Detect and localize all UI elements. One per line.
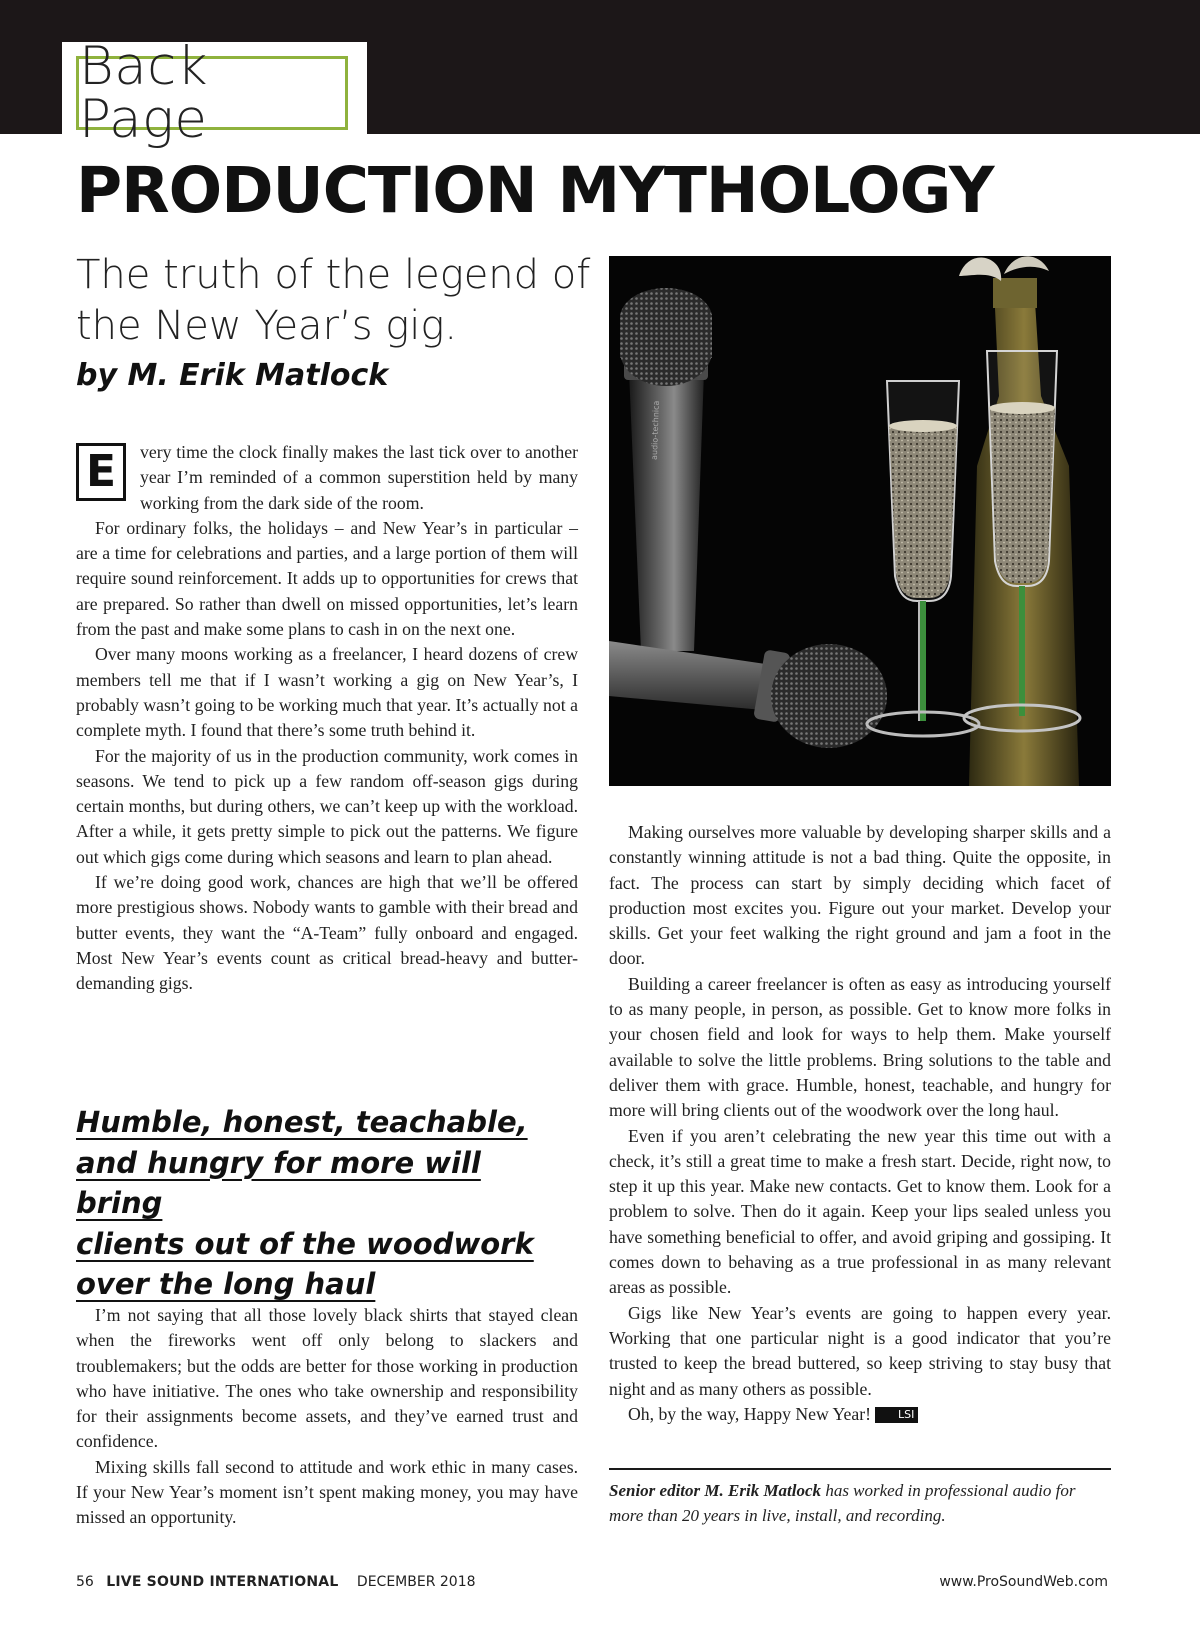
bio-text: has worked in professional audio for more than 20 years in live, install, and recording. (609, 1481, 1076, 1525)
headline: PRODUCTION MYTHOLOGY (76, 154, 994, 227)
end-mark-badge: LSI (875, 1407, 918, 1423)
subtitle-line-1: The truth of the legend of (76, 252, 591, 298)
closing-line: Oh, by the way, Happy New Year! (628, 1403, 871, 1424)
article-column-left-top (76, 440, 578, 997)
article-paragraph: For the majority of us in the production community, work comes in seasons. We tend to pick up a few random off-season gigs during certain months, but during others, we can’t keep up with the workload. After a while, it gets pretty simple to pick out the patterns. We figure out which gigs come during which seasons and learn to plan ahead. (76, 745, 578, 867)
article-paragraph: Over many moons working as a freelancer, I heard dozens of crew members tell me that if I wasn’t working a gig on New Year’s, I probably wasn’t going to be working much that year. It’s actually not a complete myth. I found that there’s some truth behind it. (76, 644, 578, 741)
author-bio (609, 1478, 1111, 1528)
article-paragraph: I’m not saying that all those lovely black shirts that stayed clean when the fireworks went off only belong to slackers and troublemakers; but the odds are better for those working in production who have initiative. The ones who take ownership and responsibility for their assignments become assets, and they’ve earned trust and confidence. (76, 1305, 578, 1452)
article-paragraph: If we’re doing good work, chances are high that we’ll be offered more prestigious shows. Nobody wants to gamble with their bread and butter events, they want the “A-Team” fully onboard and engaged. Most New Year’s events count as critical bread-heavy and butter-demanding gigs. (76, 872, 578, 994)
closing-paragraph (609, 1402, 1111, 1427)
drop-cap: E (76, 443, 126, 501)
subtitle-line-2: the New Year’s gig. (76, 303, 458, 349)
footer-left (76, 1574, 476, 1590)
pull-quote-line: Humble, honest, teachable, (76, 1105, 528, 1139)
article-paragraph: Making ourselves more valuable by developing sharper skills and a constantly winning attitude is not a bad thing. Quite the opposite, in fact. The process can start by simply deciding which facet of production most excites you. Figure out your market. Develop your skills. Get your feet walking the right ground and jam a foot in the door. (609, 822, 1111, 969)
pull-quote (76, 1102, 546, 1305)
section-tag-label: Back Page (79, 36, 209, 150)
article-photo (609, 256, 1111, 786)
article-paragraph (76, 440, 578, 516)
article-column-left-bottom (76, 1303, 578, 1531)
article-paragraph: Gigs like New Year’s events are going to happen every year. Working that one particular night is a good indicator that you’re trusted to keep the bread buttered, so keep striving to stay busy that night and as many others as possible. (609, 1302, 1111, 1399)
website-link[interactable]: www.ProSoundWeb.com (939, 1574, 1108, 1590)
page-number: 56 (76, 1574, 94, 1590)
article-paragraph: Even if you aren’t celebrating the new year this time out with a check, it’s still a great time to make a fresh start. Decide, right now, to step it up this year. Make new contacts. Get to know them. Look for a problem to solve. Then do it again. Keep your lips sealed unless you have something beneficial to offer, and avoid griping and gossiping. It comes down to behaving as a true professional in as many relevant areas as possible. (609, 1125, 1111, 1298)
pull-quote-line: over the long haul (76, 1267, 376, 1301)
mic-brand-label: audio-technica (649, 400, 661, 461)
pull-quote-line: and hungry for more will bring (76, 1145, 481, 1220)
microphones-champagne-illustration (609, 256, 1111, 786)
subtitle (76, 250, 596, 352)
issue-date: DECEMBER 2018 (356, 1574, 476, 1590)
article-paragraph: For ordinary folks, the holidays – and New Year’s in particular – are a time for celebrations and parties, and a large portion of them will require sound reinforcement. It adds up to opportunities for crews that are prepared. So rather than dwell on missed opportunities, let’s learn from the past and make some plans to cash in on the next one. (76, 517, 578, 640)
article-paragraph: Mixing skills fall second to attitude and work ethic in many cases. If your New Year’s moment isn’t spent making money, you may have missed an opportunity. (76, 1456, 578, 1528)
section-tag (76, 36, 348, 150)
article-column-right (609, 820, 1111, 1427)
lead-paragraph-text: very time the clock finally makes the last tick over to another year I’m reminded of a common superstition held by many working from the dark side of the room. (140, 442, 578, 513)
bio-name: Senior editor M. Erik Matlock (609, 1481, 822, 1500)
article-paragraph: Building a career freelancer is often as easy as introducing yourself to as many people, in person, as possible. Get to know more folks in your chosen field and look for ways to help them. Make yourself available to solve the little problems. Bring solutions to the table and deliver them with grace. Humble, honest, teachable, and hungry for more will bring clients out of the woodwork over the long haul. (609, 973, 1111, 1121)
publication-name: LIVE SOUND INTERNATIONAL (106, 1574, 339, 1590)
bio-divider (609, 1468, 1111, 1470)
byline: by M. Erik Matlock (76, 358, 389, 393)
pull-quote-line: clients out of the woodwork (76, 1226, 534, 1261)
